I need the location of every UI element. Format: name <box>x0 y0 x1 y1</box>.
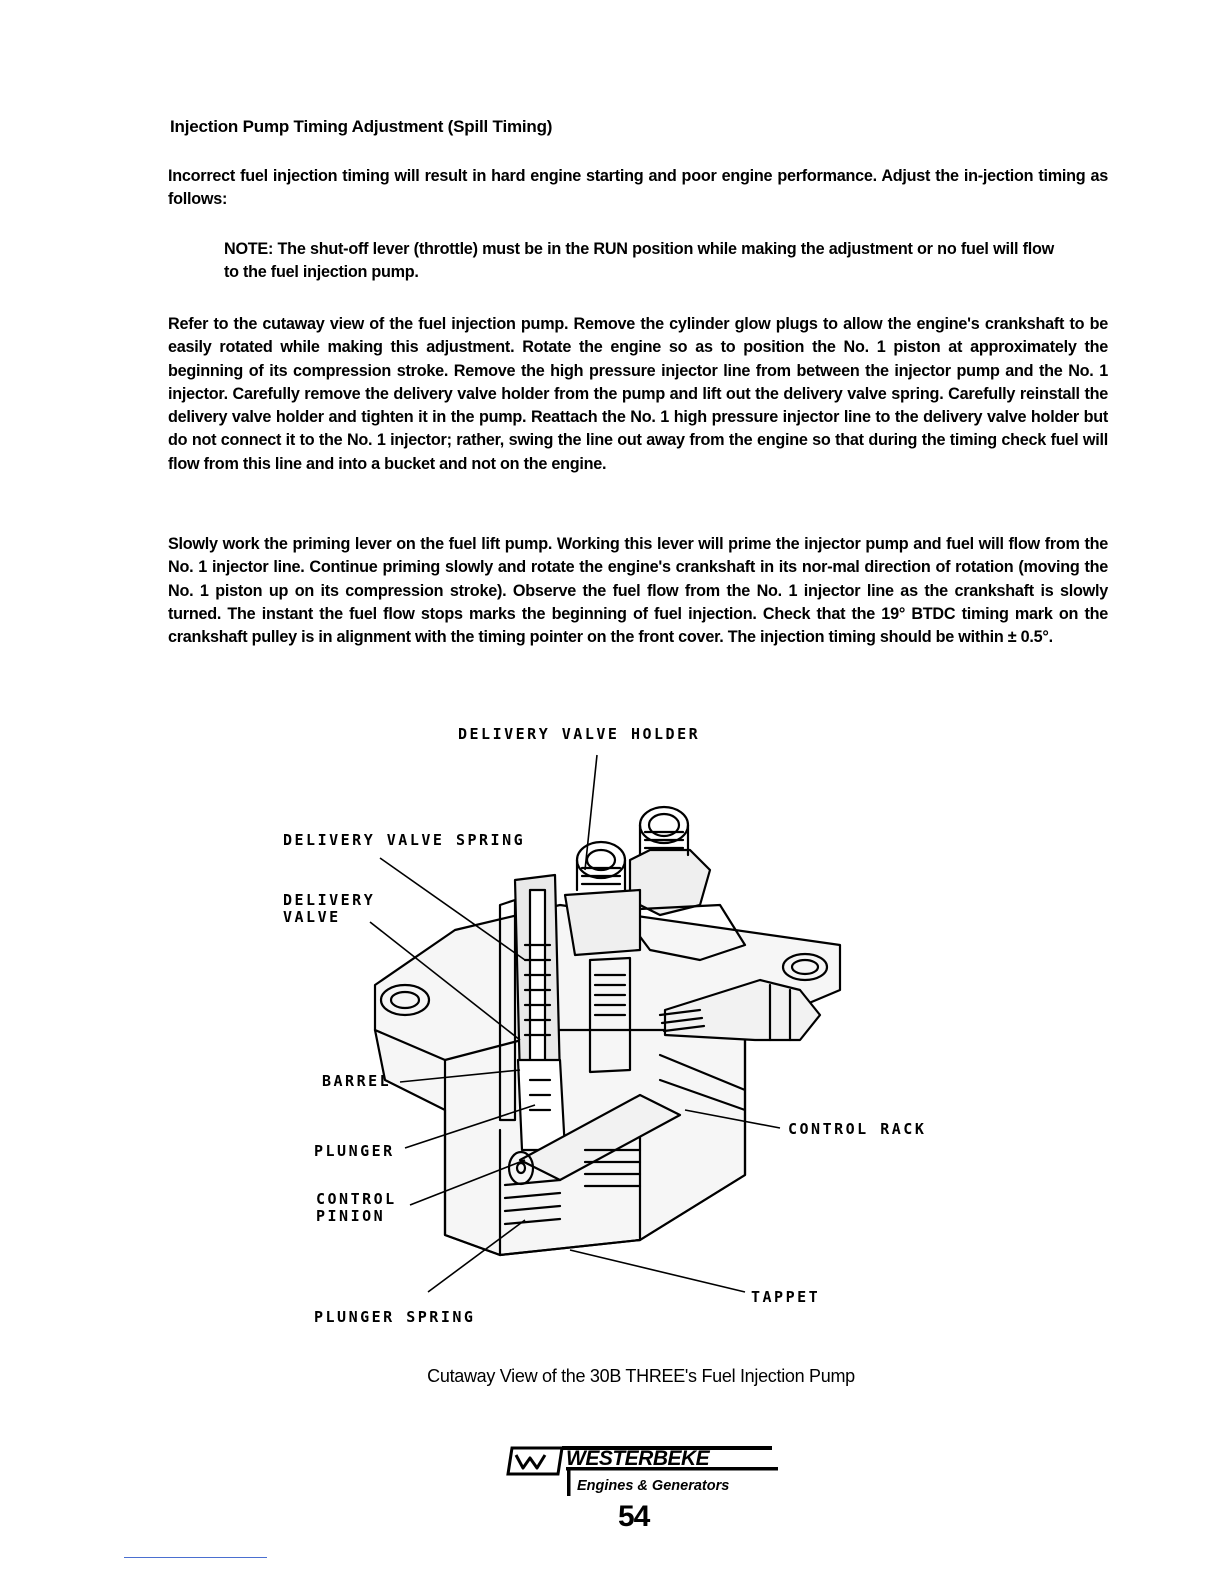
page-number: 54 <box>618 1500 650 1533</box>
label-barrel: BARREL <box>322 1072 392 1090</box>
section-heading: Injection Pump Timing Adjustment (Spill Timing) <box>170 117 553 136</box>
label-delivery-valve-holder: DELIVERY VALVE HOLDER <box>458 725 701 743</box>
label-tappet: TAPPET <box>751 1288 821 1306</box>
footnote-rule <box>124 1557 267 1558</box>
label-control-pinion: CONTROL PINION <box>316 1190 397 1225</box>
label-delivery-valve-spring: DELIVERY VALVE SPRING <box>283 831 526 849</box>
label-plunger: PLUNGER <box>314 1142 395 1160</box>
label-delivery-valve: DELIVERY VALVE <box>283 891 376 926</box>
priming-paragraph: Slowly work the priming lever on the fuel lift pump. Working this lever will prime the injector pump and fuel will flow from the No. 1 injector line. Continue priming slowly and rotate the engine's crankshaft in its nor-mal direction of rotation (moving the No. 1 piston up on its compression stroke). Observe the fuel flow from the No. 1 injector line as the crankshaft is slowly turned. The instant the fuel flow stops marks the beginning of fuel injection. Check that the 19° BTDC timing mark on the crankshaft pulley is in alignment with the timing pointer on the front cover. The injection timing should be within ± 0.5°. <box>168 535 1108 647</box>
intro-paragraph: Incorrect fuel injection timing will result in hard engine starting and poor engine performance. Adjust the in-jection timing as follows: <box>168 167 1108 209</box>
note-paragraph: NOTE: The shut-off lever (throttle) must be in the RUN position while making the adjustment or no fuel will flow to the fuel injection pump. <box>224 240 1054 282</box>
logo-tagline-text: Engines & Generators <box>577 1478 730 1494</box>
figure-caption: Cutaway View of the 30B THREE's Fuel Injection Pump <box>427 1366 855 1386</box>
label-control-rack: CONTROL RACK <box>788 1120 927 1138</box>
procedure-paragraph: Refer to the cutaway view of the fuel injection pump. Remove the cylinder glow plugs to allow the engine's crankshaft to be easily rotated while making this adjustment. Rotate the engine so as to position the No. 1 piston at approximately the beginning of its compression stroke. Remove the high pressure injector line from between the injector pump and the No. 1 injector. Carefully remove the delivery valve holder from the pump and lift out the delivery valve spring. Carefully reinstall the delivery valve holder and tighten it in the pump. Reattach the No. 1 high pressure injector line to the delivery valve holder but do not connect it to the No. 1 injector; rather, swing the line out away from the engine so that during the timing check fuel will flow from this line and into a bucket and not on the engine. <box>168 315 1108 473</box>
label-plunger-spring: PLUNGER SPRING <box>314 1308 476 1326</box>
logo-brand-text: WESTERBEKE <box>566 1447 710 1470</box>
